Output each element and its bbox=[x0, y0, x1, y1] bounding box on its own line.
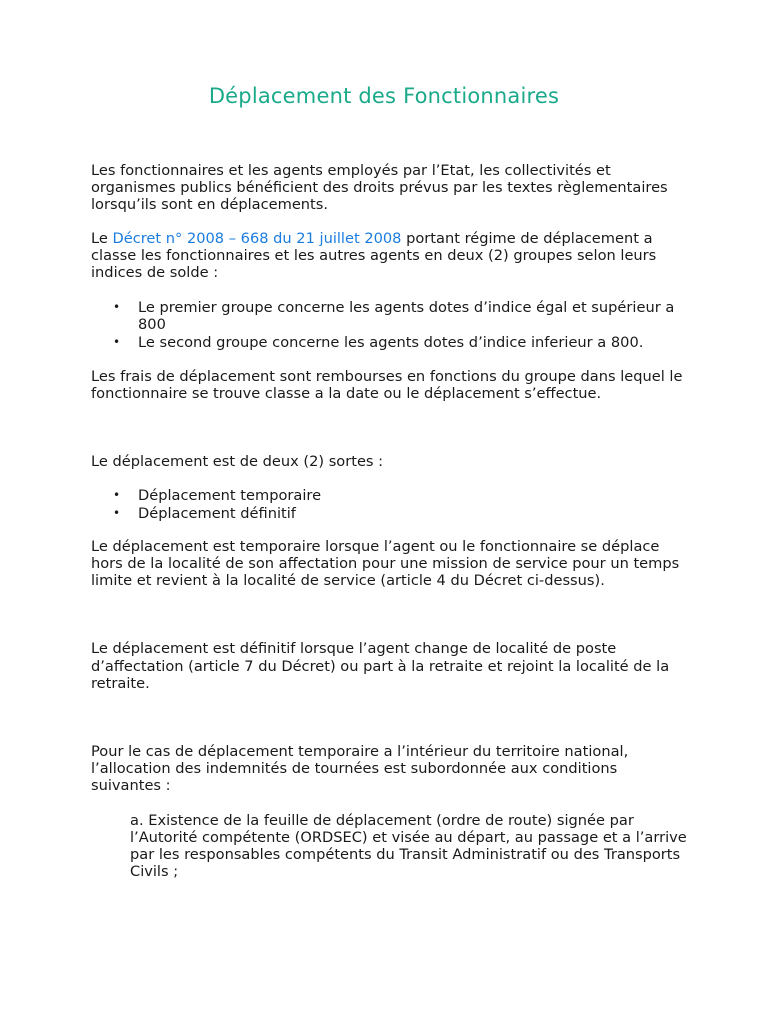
types-list bbox=[91, 487, 691, 521]
document-title: Déplacement des Fonctionnaires bbox=[208, 84, 560, 108]
list-item: • Le second groupe concerne les agents dotes d’indice inferieur a 800. bbox=[91, 334, 691, 351]
document-body bbox=[91, 162, 691, 880]
temporary-paragraph: Le déplacement est temporaire lorsque l’agent ou le fonctionnaire se déplace hors de la localité de son affectation pour une mission de service pour un temps limite et revient à la localité de service (article 4 du Décret ci-dessus). bbox=[91, 537, 680, 590]
reimbursement-paragraph: Les frais de déplacement sont rembourses en fonctions du groupe dans lequel le fonctionnaire se trouve classe a la date ou le déplacement s’effectue. bbox=[91, 367, 683, 403]
types-intro-paragraph: Le déplacement est de deux (2) sortes : bbox=[91, 453, 384, 471]
decree-paragraph bbox=[91, 230, 691, 282]
list-item: • Déplacement temporaire bbox=[91, 487, 691, 504]
list-item: • Déplacement définitif bbox=[91, 505, 691, 522]
definitive-paragraph: Le déplacement est définitif lorsque l’agent change de localité de poste d’affectation (article 7 du Décret) ou part à la retraite et rejoint la localité de la retraite. bbox=[91, 640, 670, 692]
decree-link[interactable]: Décret n° 2008 – 668 du 21 juillet 2008 bbox=[112, 229, 402, 247]
condition-a: a. Existence de la feuille de déplacement (ordre de route) signée par l’Autorité compétente (ORDSEC) et visée au départ, au passage et a l’arrive par les responsables compétents du Transit Administratif ou des Transports Civils ; bbox=[130, 811, 687, 881]
groups-list bbox=[91, 299, 691, 351]
decree-prefix: Le bbox=[91, 229, 113, 247]
list-item: • Le premier groupe concerne les agents dotes d’indice égal et supérieur a 800 bbox=[91, 299, 691, 333]
decree-suffix: portant régime de déplacement a classe les fonctionnaires et les autres agents en deux (2) groupes selon leurs indices de solde : bbox=[91, 229, 657, 282]
intro-paragraph: Les fonctionnaires et les agents employés par l’Etat, les collectivités et organismes publics bénéficient des droits prévus par les textes règlementaires lorsqu’ils sont en déplacements. bbox=[91, 162, 668, 214]
conditions-paragraph: Pour le cas de déplacement temporaire a l’intérieur du territoire national, l’allocation des indemnités de tournées est subordonnée aux conditions suivantes : bbox=[91, 743, 629, 795]
